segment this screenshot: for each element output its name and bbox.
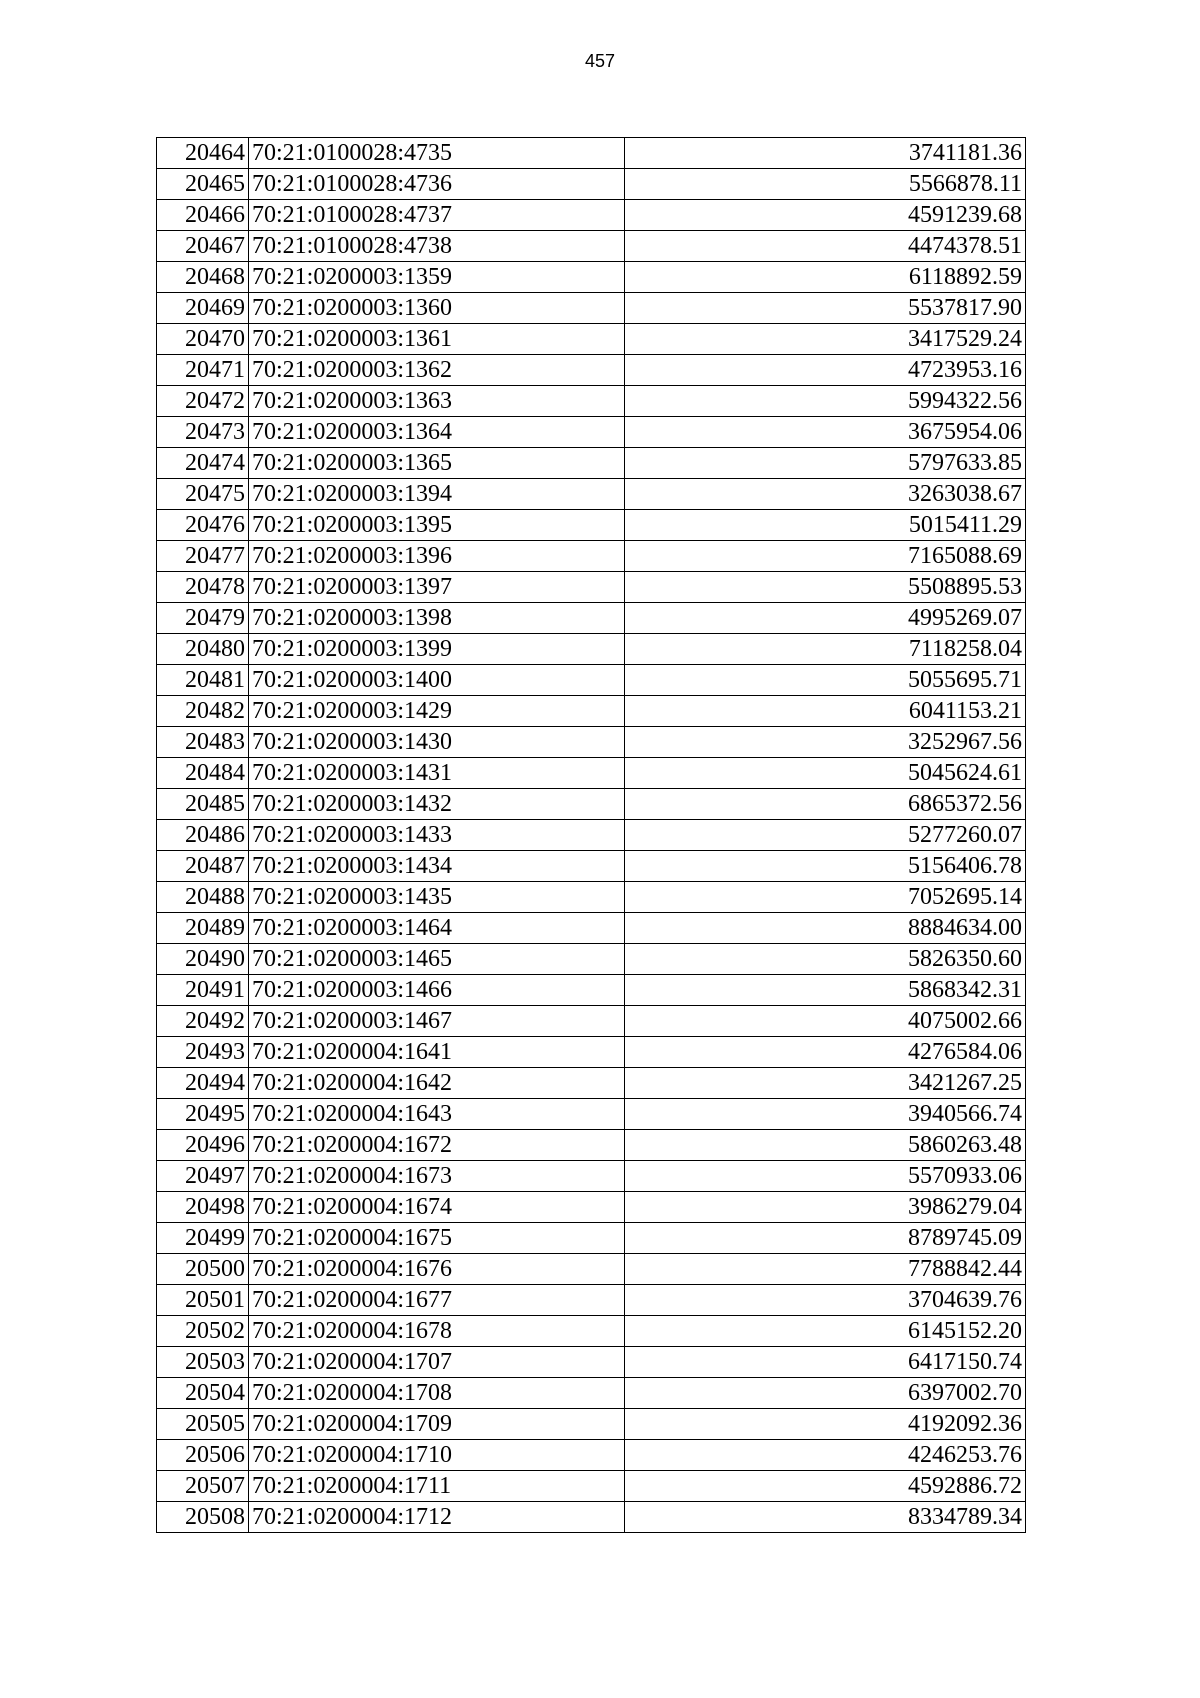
table-row <box>157 138 1026 169</box>
cadastral-value-cell: 3263038.67 <box>625 479 1026 510</box>
cadastral-value-cell: 4995269.07 <box>625 603 1026 634</box>
row-number-cell: 20485 <box>157 789 249 820</box>
cadastral-number-cell: 70:21:0200004:1711 <box>249 1471 625 1502</box>
table-row <box>157 634 1026 665</box>
table-row <box>157 1254 1026 1285</box>
cadastral-number-cell: 70:21:0200003:1361 <box>249 324 625 355</box>
row-number-cell: 20492 <box>157 1006 249 1037</box>
table-row <box>157 293 1026 324</box>
row-number-cell: 20484 <box>157 758 249 789</box>
row-number-cell: 20483 <box>157 727 249 758</box>
cadastral-value-cell: 3704639.76 <box>625 1285 1026 1316</box>
cadastral-value-cell: 7165088.69 <box>625 541 1026 572</box>
row-number-cell: 20474 <box>157 448 249 479</box>
cadastral-value-cell: 7052695.14 <box>625 882 1026 913</box>
table-row <box>157 665 1026 696</box>
table-row <box>157 913 1026 944</box>
cadastral-value-cell: 5537817.90 <box>625 293 1026 324</box>
row-number-cell: 20490 <box>157 944 249 975</box>
table-row <box>157 1223 1026 1254</box>
row-number-cell: 20493 <box>157 1037 249 1068</box>
row-number-cell: 20495 <box>157 1099 249 1130</box>
cadastral-value-cell: 6041153.21 <box>625 696 1026 727</box>
cadastral-number-cell: 70:21:0200003:1397 <box>249 572 625 603</box>
row-number-cell: 20482 <box>157 696 249 727</box>
row-number-cell: 20475 <box>157 479 249 510</box>
row-number-cell: 20491 <box>157 975 249 1006</box>
cadastral-value-cell: 3986279.04 <box>625 1192 1026 1223</box>
cadastral-number-cell: 70:21:0200003:1359 <box>249 262 625 293</box>
cadastral-number-cell: 70:21:0200004:1641 <box>249 1037 625 1068</box>
cadastral-number-cell: 70:21:0200004:1678 <box>249 1316 625 1347</box>
row-number-cell: 20469 <box>157 293 249 324</box>
table-row <box>157 510 1026 541</box>
table-row <box>157 789 1026 820</box>
cadastral-value-cell: 5156406.78 <box>625 851 1026 882</box>
row-number-cell: 20504 <box>157 1378 249 1409</box>
cadastral-value-cell: 4592886.72 <box>625 1471 1026 1502</box>
cadastral-number-cell: 70:21:0200003:1399 <box>249 634 625 665</box>
cadastral-value-cell: 4723953.16 <box>625 355 1026 386</box>
cadastral-value-cell: 4192092.36 <box>625 1409 1026 1440</box>
table-row <box>157 1285 1026 1316</box>
table-row <box>157 1130 1026 1161</box>
table-row <box>157 200 1026 231</box>
cadastral-value-cell: 6118892.59 <box>625 262 1026 293</box>
table-row <box>157 820 1026 851</box>
cadastral-value-cell: 4075002.66 <box>625 1006 1026 1037</box>
row-number-cell: 20503 <box>157 1347 249 1378</box>
cadastral-value-cell: 5797633.85 <box>625 448 1026 479</box>
row-number-cell: 20468 <box>157 262 249 293</box>
row-number-cell: 20508 <box>157 1502 249 1533</box>
table-row <box>157 169 1026 200</box>
cadastral-number-cell: 70:21:0200004:1674 <box>249 1192 625 1223</box>
row-number-cell: 20473 <box>157 417 249 448</box>
cadastral-value-cell: 5508895.53 <box>625 572 1026 603</box>
row-number-cell: 20481 <box>157 665 249 696</box>
table-row <box>157 1378 1026 1409</box>
cadastral-value-cell: 5015411.29 <box>625 510 1026 541</box>
table-row <box>157 355 1026 386</box>
cadastral-value-cell: 6397002.70 <box>625 1378 1026 1409</box>
table-row <box>157 1316 1026 1347</box>
table-row <box>157 1037 1026 1068</box>
cadastral-value-cell: 5860263.48 <box>625 1130 1026 1161</box>
table-row <box>157 479 1026 510</box>
cadastral-number-cell: 70:21:0100028:4738 <box>249 231 625 262</box>
table-row <box>157 417 1026 448</box>
row-number-cell: 20507 <box>157 1471 249 1502</box>
table-row <box>157 1347 1026 1378</box>
table-row <box>157 386 1026 417</box>
row-number-cell: 20488 <box>157 882 249 913</box>
row-number-cell: 20466 <box>157 200 249 231</box>
row-number-cell: 20476 <box>157 510 249 541</box>
cadastral-number-cell: 70:21:0200003:1364 <box>249 417 625 448</box>
table-row <box>157 262 1026 293</box>
cadastral-number-cell: 70:21:0200004:1675 <box>249 1223 625 1254</box>
cadastral-number-cell: 70:21:0200003:1400 <box>249 665 625 696</box>
table-row <box>157 1099 1026 1130</box>
cadastral-number-cell: 70:21:0200004:1643 <box>249 1099 625 1130</box>
cadastral-number-cell: 70:21:0200004:1712 <box>249 1502 625 1533</box>
cadastral-number-cell: 70:21:0200003:1362 <box>249 355 625 386</box>
row-number-cell: 20464 <box>157 138 249 169</box>
cadastral-value-cell: 5570933.06 <box>625 1161 1026 1192</box>
cadastral-number-cell: 70:21:0200003:1365 <box>249 448 625 479</box>
cadastral-value-cell: 3252967.56 <box>625 727 1026 758</box>
table-row <box>157 1471 1026 1502</box>
row-number-cell: 20470 <box>157 324 249 355</box>
table-row <box>157 727 1026 758</box>
cadastral-value-cell: 6145152.20 <box>625 1316 1026 1347</box>
table-row <box>157 851 1026 882</box>
row-number-cell: 20498 <box>157 1192 249 1223</box>
table-row <box>157 324 1026 355</box>
table-row <box>157 1502 1026 1533</box>
cadastral-number-cell: 70:21:0100028:4735 <box>249 138 625 169</box>
table-row <box>157 1068 1026 1099</box>
cadastral-number-cell: 70:21:0200003:1395 <box>249 510 625 541</box>
table-row <box>157 975 1026 1006</box>
table-row <box>157 944 1026 975</box>
cadastral-value-cell: 3675954.06 <box>625 417 1026 448</box>
cadastral-number-cell: 70:21:0200004:1676 <box>249 1254 625 1285</box>
cadastral-number-cell: 70:21:0200004:1709 <box>249 1409 625 1440</box>
cadastral-value-cell: 6417150.74 <box>625 1347 1026 1378</box>
row-number-cell: 20479 <box>157 603 249 634</box>
cadastral-number-cell: 70:21:0200003:1360 <box>249 293 625 324</box>
cadastral-number-cell: 70:21:0200003:1431 <box>249 758 625 789</box>
cadastral-value-cell: 5277260.07 <box>625 820 1026 851</box>
row-number-cell: 20496 <box>157 1130 249 1161</box>
cadastral-value-cell: 8789745.09 <box>625 1223 1026 1254</box>
row-number-cell: 20494 <box>157 1068 249 1099</box>
row-number-cell: 20465 <box>157 169 249 200</box>
row-number-cell: 20505 <box>157 1409 249 1440</box>
cadastral-number-cell: 70:21:0200003:1433 <box>249 820 625 851</box>
cadastral-value-cell: 4591239.68 <box>625 200 1026 231</box>
cadastral-number-cell: 70:21:0100028:4736 <box>249 169 625 200</box>
cadastral-value-cell: 4474378.51 <box>625 231 1026 262</box>
cadastral-value-cell: 5826350.60 <box>625 944 1026 975</box>
cadastral-number-cell: 70:21:0200003:1465 <box>249 944 625 975</box>
cadastral-number-cell: 70:21:0200003:1394 <box>249 479 625 510</box>
row-number-cell: 20497 <box>157 1161 249 1192</box>
row-number-cell: 20472 <box>157 386 249 417</box>
row-number-cell: 20477 <box>157 541 249 572</box>
cadastral-value-cell: 3940566.74 <box>625 1099 1026 1130</box>
row-number-cell: 20502 <box>157 1316 249 1347</box>
row-number-cell: 20486 <box>157 820 249 851</box>
cadastral-value-cell: 8884634.00 <box>625 913 1026 944</box>
table-row <box>157 1161 1026 1192</box>
cadastral-number-cell: 70:21:0200004:1672 <box>249 1130 625 1161</box>
cadastral-value-cell: 4246253.76 <box>625 1440 1026 1471</box>
row-number-cell: 20467 <box>157 231 249 262</box>
cadastral-value-cell: 5994322.56 <box>625 386 1026 417</box>
table-body <box>157 138 1026 1533</box>
cadastral-number-cell: 70:21:0200003:1466 <box>249 975 625 1006</box>
table-row <box>157 1440 1026 1471</box>
page-number: 457 <box>584 51 616 71</box>
cadastral-number-cell: 70:21:0200003:1396 <box>249 541 625 572</box>
cadastral-number-cell: 70:21:0100028:4737 <box>249 200 625 231</box>
cadastral-number-cell: 70:21:0200004:1708 <box>249 1378 625 1409</box>
cadastral-number-cell: 70:21:0200003:1429 <box>249 696 625 727</box>
row-number-cell: 20487 <box>157 851 249 882</box>
cadastral-number-cell: 70:21:0200003:1435 <box>249 882 625 913</box>
cadastral-value-cell: 7788842.44 <box>625 1254 1026 1285</box>
cadastral-number-cell: 70:21:0200003:1434 <box>249 851 625 882</box>
row-number-cell: 20500 <box>157 1254 249 1285</box>
cadastral-number-cell: 70:21:0200004:1642 <box>249 1068 625 1099</box>
cadastral-value-cell: 5055695.71 <box>625 665 1026 696</box>
cadastral-value-cell: 5868342.31 <box>625 975 1026 1006</box>
table-row <box>157 1192 1026 1223</box>
table-row <box>157 758 1026 789</box>
cadastral-value-cell: 3741181.36 <box>625 138 1026 169</box>
table-row <box>157 541 1026 572</box>
row-number-cell: 20499 <box>157 1223 249 1254</box>
cadastral-number-cell: 70:21:0200003:1467 <box>249 1006 625 1037</box>
row-number-cell: 20506 <box>157 1440 249 1471</box>
cadastral-value-cell: 7118258.04 <box>625 634 1026 665</box>
cadastral-number-cell: 70:21:0200003:1464 <box>249 913 625 944</box>
table-row <box>157 1409 1026 1440</box>
cadastral-value-cell: 8334789.34 <box>625 1502 1026 1533</box>
table-row <box>157 696 1026 727</box>
cadastral-value-cell: 5566878.11 <box>625 169 1026 200</box>
cadastral-number-cell: 70:21:0200004:1673 <box>249 1161 625 1192</box>
cadastral-number-cell: 70:21:0200004:1710 <box>249 1440 625 1471</box>
cadastral-number-cell: 70:21:0200004:1677 <box>249 1285 625 1316</box>
row-number-cell: 20501 <box>157 1285 249 1316</box>
table-row <box>157 882 1026 913</box>
row-number-cell: 20478 <box>157 572 249 603</box>
table-row <box>157 572 1026 603</box>
cadastral-number-cell: 70:21:0200003:1398 <box>249 603 625 634</box>
row-number-cell: 20489 <box>157 913 249 944</box>
table-row <box>157 603 1026 634</box>
cadastral-value-cell: 6865372.56 <box>625 789 1026 820</box>
cadastral-number-cell: 70:21:0200003:1363 <box>249 386 625 417</box>
cadastral-value-cell: 3421267.25 <box>625 1068 1026 1099</box>
table-row <box>157 231 1026 262</box>
cadastral-value-cell: 4276584.06 <box>625 1037 1026 1068</box>
cadastral-value-cell: 3417529.24 <box>625 324 1026 355</box>
cadastral-value-cell: 5045624.61 <box>625 758 1026 789</box>
table-row <box>157 1006 1026 1037</box>
cadastral-number-cell: 70:21:0200003:1430 <box>249 727 625 758</box>
row-number-cell: 20480 <box>157 634 249 665</box>
cadastral-value-table <box>156 137 1026 1533</box>
table-row <box>157 448 1026 479</box>
cadastral-number-cell: 70:21:0200003:1432 <box>249 789 625 820</box>
cadastral-number-cell: 70:21:0200004:1707 <box>249 1347 625 1378</box>
row-number-cell: 20471 <box>157 355 249 386</box>
cadastral-value-table-container <box>156 137 1026 1533</box>
